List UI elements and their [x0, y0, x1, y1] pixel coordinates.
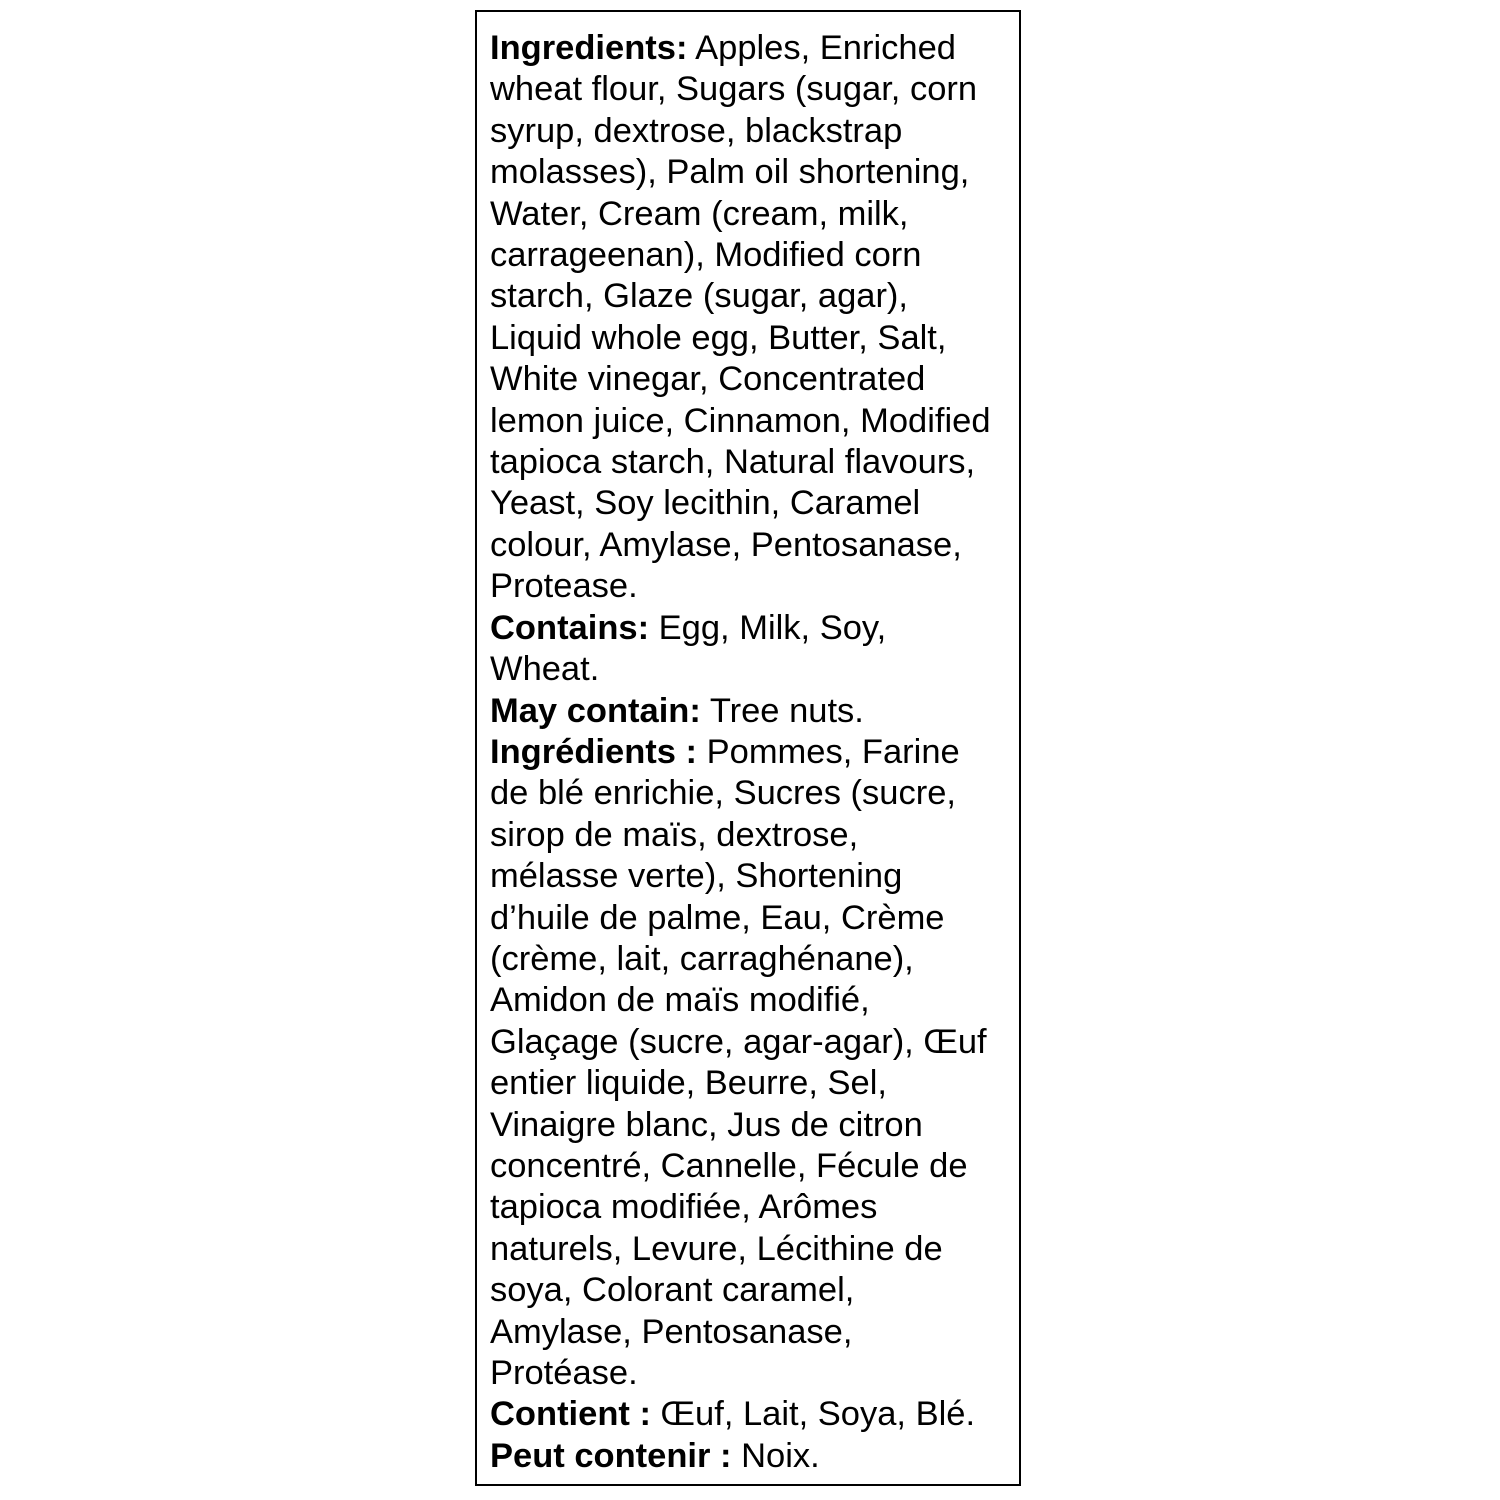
label-line: [490, 152, 1022, 193]
label-line: [490, 773, 1022, 814]
ingredient-text: Water, Cream (cream, milk,: [490, 194, 909, 233]
ingredient-text: (crème, lait, carraghénane),: [490, 939, 914, 978]
ingredient-text: Tree nuts.: [700, 691, 864, 730]
ingredient-text: carrageenan), Modified corn: [490, 236, 922, 275]
ingredient-text: White vinegar, Concentrated: [490, 360, 926, 399]
label-line: [490, 1146, 1022, 1187]
ingredient-text: Protease.: [490, 567, 638, 606]
ingredient-text: concentré, Cannelle, Fécule de: [490, 1146, 968, 1185]
label-line: [490, 359, 1022, 400]
ingredient-text: Pommes, Farine: [697, 732, 960, 771]
label-line: [490, 649, 1022, 690]
ingredient-text: Protéase.: [490, 1354, 638, 1392]
label-line: [490, 442, 1022, 483]
section-heading: Peut contenir :: [490, 1436, 732, 1475]
label-line: [490, 1105, 1022, 1146]
label-line: [490, 1063, 1022, 1104]
ingredient-text: Yeast, Soy lecithin, Caramel: [490, 484, 921, 523]
ingredient-text: Noix.: [731, 1436, 820, 1475]
section-heading: Contient :: [490, 1395, 651, 1434]
label-line: [490, 1394, 1022, 1435]
label-line: [490, 69, 1022, 110]
label-line: [490, 235, 1022, 276]
label-line: [490, 566, 1022, 607]
section-heading: Contains:: [490, 608, 650, 647]
label-line: [490, 856, 1022, 897]
label-line: [490, 276, 1022, 317]
ingredients-text-block: [490, 28, 1022, 1477]
ingredient-text: mélasse verte), Shortening: [490, 857, 903, 896]
label-line: [490, 318, 1022, 359]
label-line: [490, 939, 1022, 980]
label-line: [490, 1022, 1022, 1063]
label-line: [490, 1353, 1022, 1394]
label-line: [490, 898, 1022, 939]
section-heading: Ingrédients :: [490, 732, 698, 771]
ingredient-text: Glaçage (sucre, agar-agar), Œuf: [490, 1022, 987, 1061]
label-line: [490, 1270, 1022, 1311]
ingredient-text: sirop de maïs, dextrose,: [490, 815, 859, 854]
label-line: [490, 111, 1022, 152]
ingredient-text: lemon juice, Cinnamon, Modified: [490, 401, 991, 440]
ingredient-text: Liquid whole egg, Butter, Salt,: [490, 318, 947, 357]
ingredient-text: naturels, Levure, Lécithine de: [490, 1229, 943, 1268]
ingredient-text: Amylase, Pentosanase,: [490, 1312, 853, 1351]
ingredient-text: Amidon de maïs modifié,: [490, 981, 870, 1020]
section-heading: May contain:: [490, 691, 701, 730]
ingredient-text: tapioca modifiée, Arômes: [490, 1188, 878, 1227]
label-line: [490, 401, 1022, 442]
ingredient-text: syrup, dextrose, blackstrap: [490, 111, 903, 150]
label-line: [490, 732, 1022, 773]
ingredient-text: d’huile de palme, Eau, Crème: [490, 898, 945, 937]
ingredient-text: Wheat.: [490, 650, 600, 689]
ingredient-text: de blé enrichie, Sucres (sucre,: [490, 774, 956, 813]
label-line: [490, 1187, 1022, 1228]
label-line: [490, 608, 1022, 649]
label-line: [490, 1436, 1022, 1477]
ingredient-text: wheat flour, Sugars (sugar, corn: [490, 70, 978, 109]
ingredient-text: tapioca starch, Natural flavours,: [490, 443, 976, 482]
label-line: [490, 1229, 1022, 1270]
label-line: [490, 1312, 1022, 1353]
ingredient-text: Apples, Enriched: [687, 29, 956, 67]
label-line: [490, 525, 1022, 566]
ingredient-text: molasses), Palm oil shortening,: [490, 153, 970, 192]
ingredient-text: colour, Amylase, Pentosanase,: [490, 525, 962, 564]
label-line: [490, 691, 1022, 732]
ingredient-text: entier liquide, Beurre, Sel,: [490, 1064, 887, 1103]
ingredient-text: Œuf, Lait, Soya, Blé.: [650, 1395, 976, 1434]
ingredients-label-panel: [475, 10, 1021, 1486]
ingredient-text: Egg, Milk, Soy,: [649, 608, 887, 647]
label-line: [490, 28, 1022, 69]
section-heading: Ingredients:: [490, 29, 688, 67]
label-line: [490, 980, 1022, 1021]
ingredient-text: starch, Glaze (sugar, agar),: [490, 277, 909, 316]
label-line: [490, 194, 1022, 235]
ingredient-text: soya, Colorant caramel,: [490, 1271, 855, 1310]
ingredient-text: Vinaigre blanc, Jus de citron: [490, 1105, 923, 1144]
label-line: [490, 815, 1022, 856]
label-line: [490, 483, 1022, 524]
